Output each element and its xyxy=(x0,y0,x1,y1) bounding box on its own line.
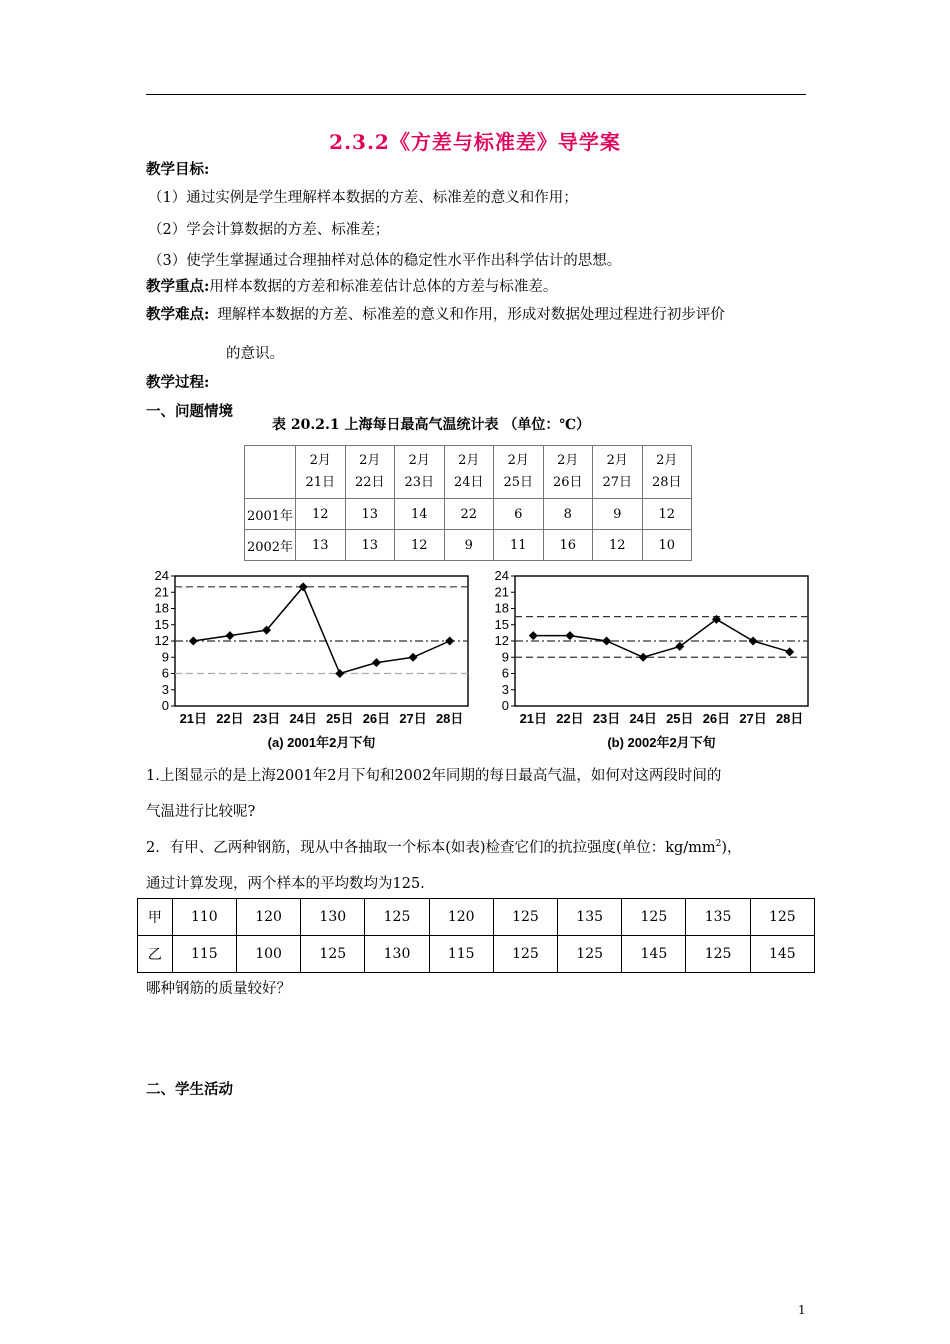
table-cell: 11 xyxy=(494,530,544,561)
table-cell: 12 xyxy=(642,499,692,530)
table-cell: 6 xyxy=(494,499,544,530)
table-cell: 12 xyxy=(296,499,346,530)
question-1-line-1: 1.上图显示的是上海2001年2月下旬和2002年同期的每日最高气温，如何对这两段时间的 xyxy=(146,768,722,784)
y-tick-label: 24 xyxy=(154,568,169,583)
x-tick-label: 27日 xyxy=(739,711,767,726)
table-cell: 135 xyxy=(558,899,622,936)
y-tick-label: 24 xyxy=(494,568,509,583)
y-tick-label: 9 xyxy=(161,649,169,665)
difficulty-label: 教学难点: xyxy=(146,306,210,323)
key-point-label: 教学重点: xyxy=(146,278,210,295)
table-cell: 9 xyxy=(593,499,643,530)
temp-col-header: 2月 27日 xyxy=(593,446,643,499)
y-tick-label: 21 xyxy=(494,584,509,600)
table-cell: 130 xyxy=(365,936,429,973)
temperature-table xyxy=(244,445,692,561)
x-tick-label: 27日 xyxy=(399,711,427,726)
table-cell: 22 xyxy=(444,499,494,530)
x-tick-label: 26日 xyxy=(702,711,731,726)
temp-table-header-row xyxy=(245,446,692,499)
table-cell: 125 xyxy=(493,936,557,973)
y-tick-label: 0 xyxy=(161,698,169,713)
question-1-line-2: 气温进行比较呢? xyxy=(146,804,256,820)
question-2-prompt: 哪种钢筋的质量较好？ xyxy=(146,981,291,997)
temp-col-header: 2月 28日 xyxy=(642,446,692,499)
x-tick-label: 28日 xyxy=(435,711,464,726)
section2-heading: 二、学生活动 xyxy=(146,1081,233,1098)
header-rule xyxy=(146,94,806,95)
x-tick-label: 23日 xyxy=(252,711,281,726)
table-cell: 14 xyxy=(395,499,445,530)
chart-2001 xyxy=(140,566,480,758)
x-tick-label: 26日 xyxy=(362,711,391,726)
question-2-superscript: 2 xyxy=(715,839,722,850)
y-tick-label: 12 xyxy=(494,633,509,648)
table-cell: 110 xyxy=(172,899,236,936)
table-cell: 115 xyxy=(429,936,493,973)
chart-caption: (b) 2002年2月下旬 xyxy=(607,735,716,750)
x-tick-label: 21日 xyxy=(179,711,208,726)
page-title: 2.3.2《方差与标准差》导学案 xyxy=(329,130,621,154)
table-cell: 135 xyxy=(686,899,750,936)
y-tick-label: 18 xyxy=(494,600,509,616)
x-tick-label: 22日 xyxy=(216,711,244,726)
table-cell: 12 xyxy=(593,530,643,561)
table-cell: 130 xyxy=(301,899,365,936)
row-label: 乙 xyxy=(138,936,173,973)
table-cell: 145 xyxy=(750,936,814,973)
table-cell: 125 xyxy=(558,936,622,973)
temp-col-header: 2月 25日 xyxy=(494,446,544,499)
chart-2002 xyxy=(480,566,820,758)
table-cell: 100 xyxy=(236,936,300,973)
table-cell: 125 xyxy=(750,899,814,936)
table-cell: 125 xyxy=(686,936,750,973)
table-cell: 13 xyxy=(296,530,346,561)
steel-table xyxy=(137,898,815,973)
process-heading: 教学过程: xyxy=(146,374,210,391)
x-tick-label: 24日 xyxy=(629,711,657,726)
table-row xyxy=(245,499,692,530)
goals-heading: 教学目标: xyxy=(146,161,210,178)
x-tick-label: 21日 xyxy=(519,711,548,726)
temp-col-header: 2月 26日 xyxy=(543,446,593,499)
goal-3: （3）使学生掌握通过合理抽样对总体的稳定性水平作出科学估计的思想。 xyxy=(148,253,622,269)
x-tick-label: 22日 xyxy=(556,711,584,726)
y-tick-label: 15 xyxy=(494,616,509,632)
table-cell: 10 xyxy=(642,530,692,561)
table-cell: 8 xyxy=(543,499,593,530)
x-tick-label: 25日 xyxy=(666,711,694,726)
y-tick-label: 18 xyxy=(154,600,169,616)
table-cell: 125 xyxy=(493,899,557,936)
chart-caption: (a) 2001年2月下旬 xyxy=(267,735,376,750)
difficulty-text-2: 的意识。 xyxy=(226,346,284,362)
table-cell: 12 xyxy=(395,530,445,561)
table-row xyxy=(245,530,692,561)
temp-col-header: 2月 21日 xyxy=(296,446,346,499)
question-2-line-2: 通过计算发现，两个样本的平均数均为125. xyxy=(146,876,425,892)
temp-col-header: 2月 23日 xyxy=(395,446,445,499)
difficulty-point xyxy=(146,303,725,324)
table-cell: 9 xyxy=(444,530,494,561)
table-row xyxy=(138,936,815,973)
goal-2: （2）学会计算数据的方差、标准差； xyxy=(148,222,390,238)
question-2-text-end: )， xyxy=(721,840,742,856)
y-tick-label: 9 xyxy=(501,649,509,665)
temp-table-caption: 表 20.2.1 上海每日最高气温统计表 （单位：℃） xyxy=(272,417,591,433)
y-tick-label: 6 xyxy=(161,665,169,681)
row-label: 甲 xyxy=(138,899,173,936)
x-tick-label: 24日 xyxy=(289,711,317,726)
table-cell: 16 xyxy=(543,530,593,561)
row-label: 2002年 xyxy=(245,530,296,561)
key-point-text: 用样本数据的方差和标准差估计总体的方差与标准差。 xyxy=(209,279,558,295)
y-tick-label: 12 xyxy=(154,633,169,648)
table-cell: 115 xyxy=(172,936,236,973)
y-tick-label: 6 xyxy=(501,665,509,681)
table-cell: 125 xyxy=(622,899,686,936)
section1-heading: 一、问题情境 xyxy=(146,403,233,420)
table-cell: 120 xyxy=(236,899,300,936)
x-tick-label: 25日 xyxy=(326,711,354,726)
x-tick-label: 28日 xyxy=(775,711,804,726)
row-label: 2001年 xyxy=(245,499,296,530)
y-tick-label: 15 xyxy=(154,616,169,632)
temp-col-header: 2月 24日 xyxy=(444,446,494,499)
question-2-line-1 xyxy=(146,836,742,857)
temp-col-header: 2月 22日 xyxy=(345,446,395,499)
x-tick-label: 23日 xyxy=(592,711,621,726)
table-cell: 120 xyxy=(429,899,493,936)
y-tick-label: 0 xyxy=(501,698,509,713)
table-cell: 125 xyxy=(301,936,365,973)
page-number: 1 xyxy=(798,1303,806,1317)
y-tick-label: 21 xyxy=(154,584,169,600)
table-cell: 13 xyxy=(345,530,395,561)
y-tick-label: 3 xyxy=(161,681,169,697)
goal-1: （1）通过实例是学生理解样本数据的方差、标准差的意义和作用； xyxy=(148,190,578,206)
difficulty-text-1: 理解样本数据的方差、标准差的意义和作用，形成对数据处理过程进行初步评价 xyxy=(217,307,725,323)
table-cell: 125 xyxy=(365,899,429,936)
table-row xyxy=(138,899,815,936)
temp-table-corner xyxy=(245,446,296,499)
y-tick-label: 3 xyxy=(501,681,509,697)
question-2-text: 2．有甲、乙两种钢筋，现从中各抽取一个标本(如表)检查它们的抗拉强度(单位：kg/mm xyxy=(146,840,716,856)
table-cell: 145 xyxy=(622,936,686,973)
key-point xyxy=(146,275,557,296)
table-cell: 13 xyxy=(345,499,395,530)
